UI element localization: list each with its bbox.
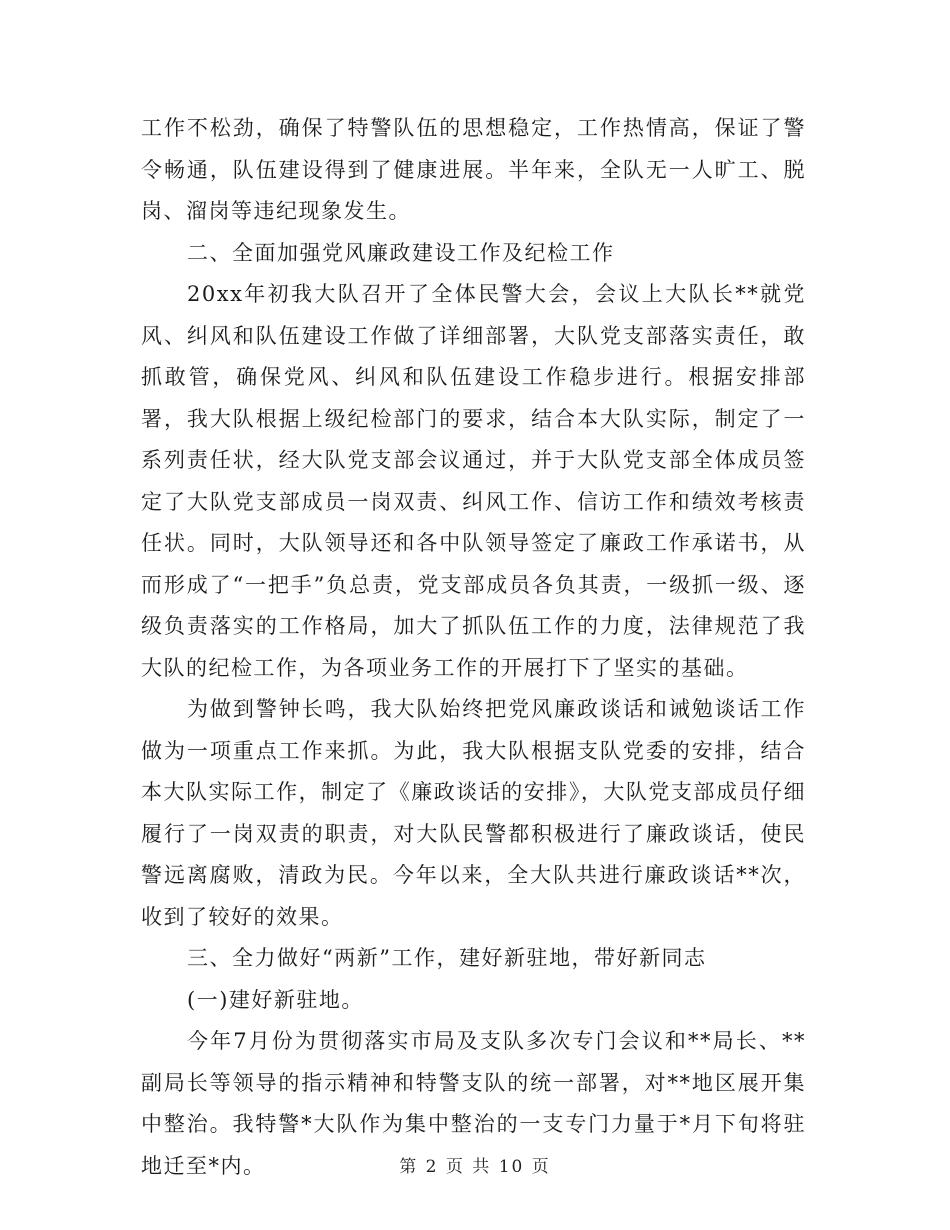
paragraph-integrity-talks: 为做到警钟长鸣，我大队始终把党风廉政谈话和诫勉谈话工作做为一项重点工作来抓。为此，我大队根据支队党委的安排，结合本大队实际工作，制定了《廉政谈话的安排》，大队党支部成员仔细履行了一岗双责的职责，对大队民警都积极进行了廉政谈话，使民警远离腐败，清政为民。今年以来，全大队共进行廉政谈话**次，收到了较好的效果。	[141, 697, 806, 929]
paragraph-continuation: 工作不松劲，确保了特警队伍的思想稳定，工作热情高，保证了警令畅通，队伍建设得到了健康进展。半年来，全队无一人旷工、脱岗、溜岗等违纪现象发生。	[141, 116, 806, 223]
subsection-heading-1: (一)建好新驻地。	[187, 987, 364, 1012]
paragraph-party-discipline: 20xx年初我大队召开了全体民警大会，会议上大队长**就党风、纠风和队伍建设工作做了详细部署，大队党支部落实责任，敢抓敢管，确保党风、纠风和队伍建设工作稳步进行。根据安排部署，我大队根据上级纪检部门的要求，结合本大队实际，制定了一系列责任状，经大队党支部会议通过，并于大队党支部全体成员签定了大队党支部成员一岗双责、纠风工作、信访工作和绩效考核责任状。同时，大队领导还和各中队领导签定了廉政工作承诺书，从而形成了“一把手”负总责，党支部成员各负其责，一级抓一级、逐级负责落实的工作格局，加大了抓队伍工作的力度，法律规范了我大队的纪检工作，为各项业务工作的开展打下了坚实的基础。	[141, 282, 806, 680]
page-number-footer: 第 2 页 共 10 页	[399, 1157, 551, 1177]
section-heading-3: 三、全力做好“两新”工作，建好新驻地，带好新同志	[187, 946, 707, 970]
paragraph-new-station: 今年7月份为贯彻落实市局及支队多次专门会议和**局长、**副局长等领导的指示精神和特警支队的统一部署，对**地区展开集中整治。我特警*大队作为集中整治的一支专门力量于*月下旬将驻地迁至*内。	[141, 1029, 806, 1178]
document-body	[141, 108, 806, 1187]
section-heading-2: 二、全面加强党风廉政建设工作及纪检工作	[187, 240, 615, 265]
